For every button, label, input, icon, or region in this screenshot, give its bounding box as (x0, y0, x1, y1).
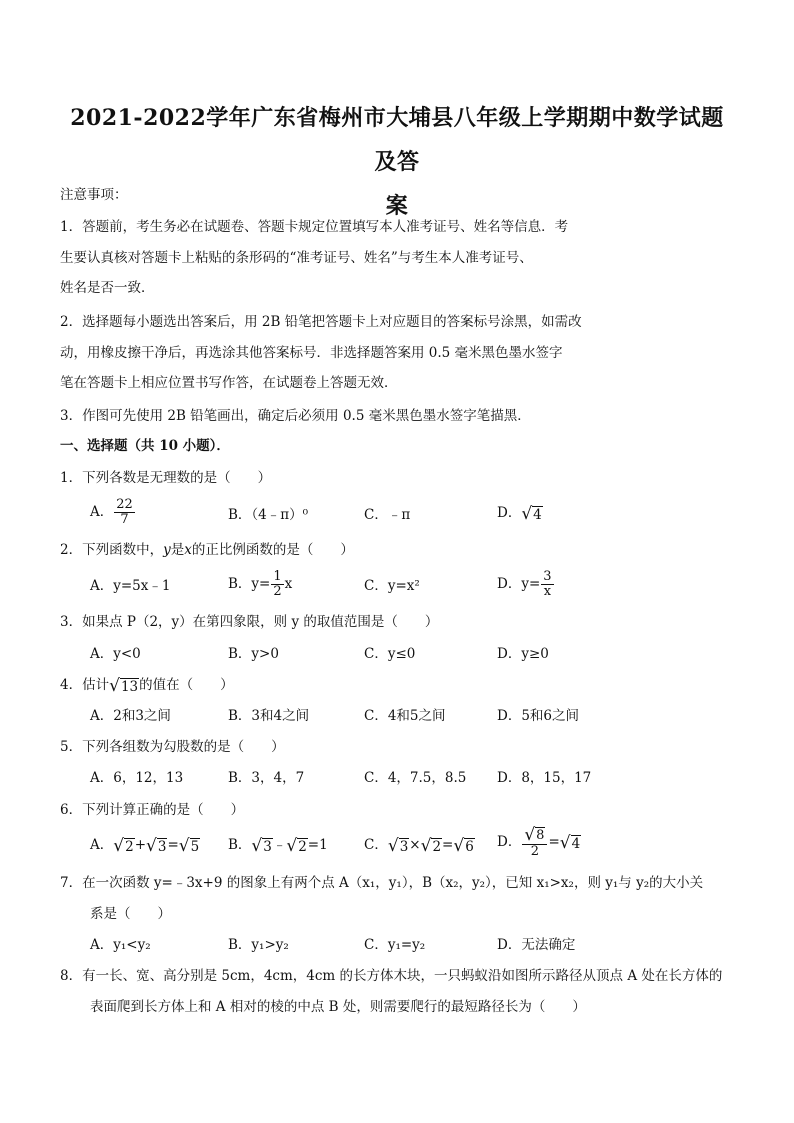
numerator: 3 (543, 569, 552, 584)
operator: ﹣ (272, 837, 287, 853)
denominator: 2 (273, 584, 282, 599)
sqrt-symbol: √ 6 (453, 835, 474, 856)
q7-option-a: A．y₁<y₂ (90, 937, 151, 953)
variable: x (284, 576, 293, 592)
denominator: 7 (120, 512, 129, 527)
question-5-stem: 5．下列各组数为勾股数的是（ ） (60, 739, 285, 755)
fraction (522, 826, 547, 859)
question-3-stem: 3．如果点 P（2，y）在第四象限，则 y 的取值范围是（ ） (60, 614, 439, 630)
notice-line: 姓名是否一致． (60, 280, 155, 296)
option-label: B．y= (228, 576, 271, 592)
question-8-line-2: 表面爬到长方体上和 A 相对的棱的中点 B 处，则需要爬行的最短路径长为（ ） (90, 999, 586, 1015)
operator: =1 (307, 837, 328, 853)
q5-option-c: C．4，7.5，8.5 (364, 770, 467, 786)
sqrt-symbol: √ 3 (251, 835, 272, 856)
q1-option-b: B．（4﹣π）⁰ (228, 507, 309, 523)
numerator: 1 (273, 569, 282, 584)
q4-option-c: C．4和5之间 (364, 708, 446, 724)
notice-line: 2．选择题每小题选出答案后，用 2B 铅笔把答题卡上对应题目的答案标号涂黑，如需改 (60, 314, 582, 330)
sqrt-symbol: √ 4 (521, 503, 542, 524)
radicand: 2 (298, 838, 307, 855)
sqrt-symbol: √ 2 (113, 835, 134, 856)
question-7-line-1: 7．在一次函数 y=﹣3x+9 的图象上有两个点 A（x₁，y₁），B（x₂，y₂），已知 x₁>x₂，则 y₁与 y₂的大小关 (60, 875, 704, 891)
option-label: D．y= (497, 576, 541, 592)
title-line-1: 2021-2022学年广东省梅州市大埔县八年级上学期期中数学试题及答 (70, 105, 724, 175)
radicand: 4 (533, 506, 542, 523)
radicand: 2 (432, 838, 442, 855)
operator: × (409, 837, 421, 853)
q4-option-a: A．2和3之间 (90, 708, 171, 724)
section-heading: 一、选择题（共 10 小题）． (60, 438, 230, 454)
variable: y (163, 542, 171, 558)
sqrt-symbol: √ 2 (286, 835, 307, 856)
option-label: A． (90, 837, 114, 853)
radicand: 3 (399, 838, 409, 855)
q7-option-d: D．无法确定 (497, 937, 576, 953)
question-7-line-2: 系是（ ） (90, 906, 171, 922)
notice-heading: 注意事项： (60, 187, 128, 203)
q6-option-b (228, 836, 328, 855)
stem-text: 2．下列函数中， (60, 542, 164, 558)
sqrt-symbol: √ 5 (178, 835, 200, 856)
q5-option-d: D．8，15，17 (497, 770, 592, 786)
operator: + (134, 837, 146, 853)
q1-option-a (90, 498, 136, 527)
denominator: 2 (530, 844, 540, 859)
operator: = (548, 834, 560, 850)
sqrt-symbol: √ 4 (559, 832, 581, 853)
q1-option-d (497, 504, 543, 523)
option-label: D． (497, 834, 522, 850)
radicand: 3 (263, 838, 272, 855)
operator: = (442, 837, 454, 853)
sqrt-symbol: √ 3 (146, 835, 167, 856)
sqrt-symbol: √ 13 (109, 675, 139, 696)
radicand: 2 (125, 838, 134, 855)
q6-option-d (497, 826, 581, 859)
numerator (522, 826, 547, 845)
q5-option-b: B．3，4，7 (228, 770, 305, 786)
question-1-stem: 1．下列各数是无理数的是（ ） (60, 470, 272, 486)
sqrt-symbol: √ 8 (524, 825, 545, 845)
title-line-2: 案 (385, 193, 409, 219)
question-4-stem (60, 676, 234, 695)
fraction (541, 570, 553, 599)
q2-option-a: A．y=5x﹣1 (90, 578, 171, 594)
q3-option-d: D．y≥0 (497, 646, 549, 662)
q4-option-b: B．3和4之间 (228, 708, 310, 724)
numerator: 22 (116, 497, 133, 512)
q2-option-d (497, 570, 555, 599)
q3-option-c: C．y≤0 (364, 646, 416, 662)
question-8-line-1: 8．有一长、宽、高分别是 5cm，4cm，4cm 的长方体木块，一只蚂蚁沿如图所示路径从顶点 A 处在长方体的 (60, 968, 723, 984)
radicand: 5 (190, 838, 200, 855)
q3-option-b: B．y>0 (228, 646, 279, 662)
question-6-stem: 6．下列计算正确的是（ ） (60, 802, 245, 818)
q7-option-c: C．y₁=y₂ (364, 937, 426, 953)
option-label: C． (364, 837, 388, 853)
denominator: x (543, 584, 552, 599)
fraction (271, 570, 283, 599)
q1-option-c: C．﹣π (364, 507, 411, 523)
option-label: D． (497, 505, 522, 521)
q6-option-a (90, 836, 200, 855)
radicand: 8 (536, 828, 545, 843)
q5-option-a: A．6，12，13 (90, 770, 184, 786)
radicand: 6 (465, 838, 474, 855)
q4-option-d: D．5和6之间 (497, 708, 580, 724)
q6-option-c (364, 836, 475, 855)
option-label: A． (90, 504, 114, 520)
notice-line: 笔在答题卡上相应位置书写作答，在试题卷上答题无效． (60, 375, 398, 391)
q3-option-a: A．y<0 (90, 646, 141, 662)
radicand: 4 (571, 835, 581, 852)
question-2-stem (60, 541, 354, 559)
page-title (60, 96, 734, 228)
radicand: 13 (120, 678, 139, 695)
notice-line: 3．作图可先使用 2B 铅笔画出，确定后必须用 0.5 毫米黑色墨水签字笔描黑． (60, 408, 531, 424)
stem-text: 的值在（ ） (139, 677, 234, 693)
radicand: 3 (157, 838, 167, 855)
sqrt-symbol: √ 3 (387, 835, 409, 856)
option-label: B． (228, 837, 252, 853)
notice-line: 生要认真核对答题卡上粘贴的条形码的“准考证号、姓名”与考生本人准考证号、 (60, 250, 533, 266)
variable: x (184, 542, 192, 558)
sqrt-symbol: √ 2 (420, 835, 442, 856)
notice-line: 动，用橡皮擦干净后，再选涂其他答案标号．非选择题答案用 0.5 毫米黑色墨水签字 (60, 345, 563, 361)
q2-option-b (228, 570, 292, 599)
stem-text: 的正比例函数的是（ ） (191, 542, 354, 558)
notice-line: 1．答题前，考生务必在试题卷、答题卡规定位置填写本人准考证号、姓名等信息．考 (60, 219, 569, 235)
q2-option-c: C．y=x² (364, 578, 420, 594)
q7-option-b: B．y₁>y₂ (228, 937, 289, 953)
fraction (114, 498, 135, 527)
stem-text: 是 (170, 542, 185, 558)
stem-text: 4．估计 (60, 677, 110, 693)
operator: = (167, 837, 179, 853)
